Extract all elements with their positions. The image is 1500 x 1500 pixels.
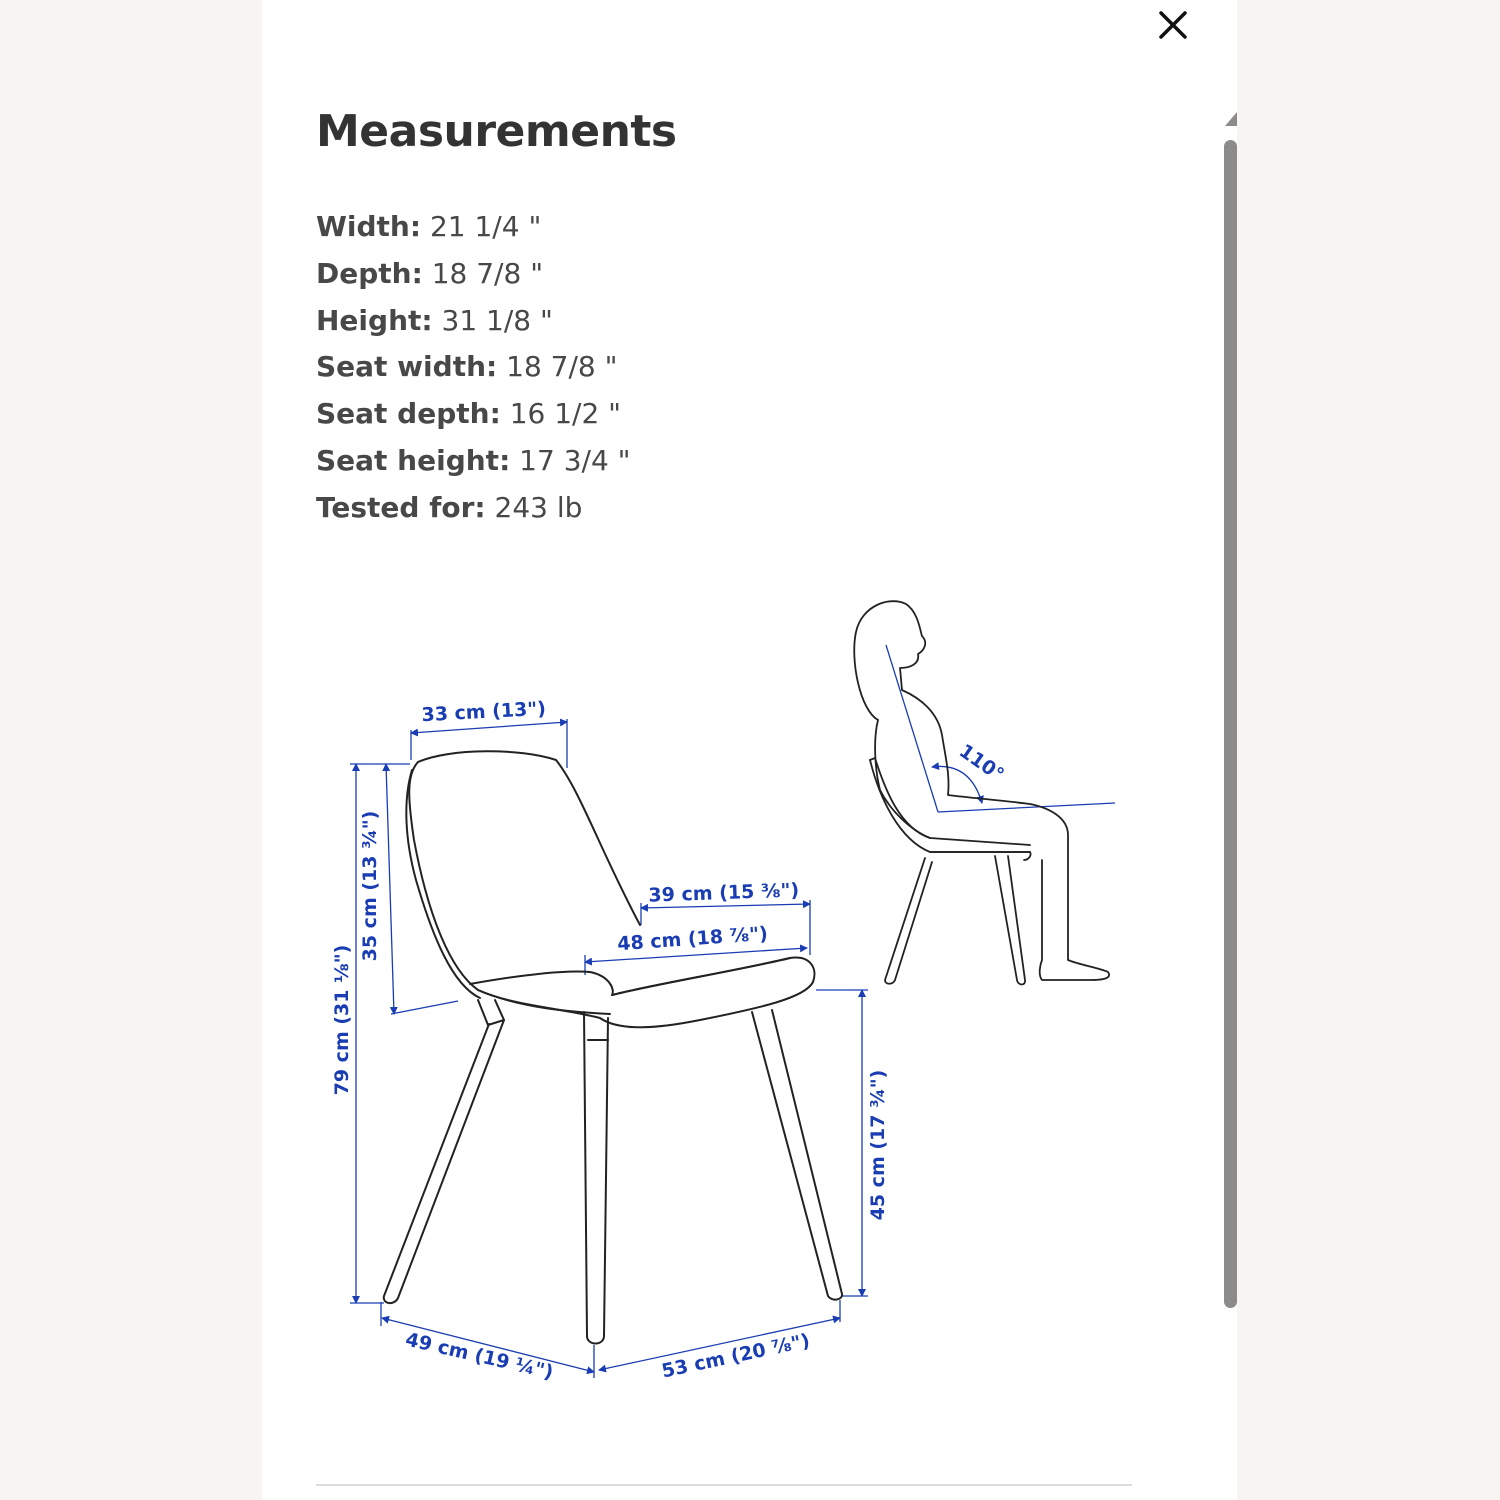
chair-drawing bbox=[384, 751, 842, 1343]
seated-person-drawing bbox=[854, 601, 1109, 984]
dimension-overall-width: 49 cm (19 ¼") bbox=[403, 1328, 556, 1384]
measurement-value: 16 1/2 " bbox=[509, 397, 622, 431]
measurement-label: Height: bbox=[316, 303, 433, 337]
divider bbox=[316, 1484, 1132, 1486]
measurement-label: Seat height: bbox=[316, 443, 511, 477]
measurement-value: 31 1/8 " bbox=[441, 303, 553, 337]
dimension-seat-width: 48 cm (18 ⅞") bbox=[616, 922, 769, 956]
dimension-backrest-width: 33 cm (13") bbox=[420, 697, 547, 727]
dimension-recline-angle: 110° bbox=[954, 739, 1008, 787]
measurement-label: Seat width: bbox=[316, 350, 498, 384]
measurement-value: 17 3/4 " bbox=[519, 443, 631, 477]
measurement-value: 18 7/8 " bbox=[431, 256, 544, 290]
modal-title: Measurements bbox=[316, 106, 677, 157]
measurement-value: 243 lb bbox=[494, 490, 583, 524]
dimension-seat-depth: 39 cm (15 ⅜") bbox=[648, 879, 800, 907]
dimension-seat-height: 45 cm (17 ¾") bbox=[867, 1069, 889, 1221]
measurement-label: Width: bbox=[316, 210, 422, 243]
measurement-value: 21 1/4 " bbox=[429, 210, 542, 243]
dimension-total-height: 79 cm (31 ⅛") bbox=[331, 944, 353, 1096]
measurement-value: 18 7/8 " bbox=[506, 350, 618, 384]
measurement-label: Seat depth: bbox=[316, 397, 501, 431]
measurement-label: Tested for: bbox=[316, 490, 486, 524]
measurement-label: Depth: bbox=[316, 256, 423, 290]
dimension-backrest-height: 35 cm (13 ¾") bbox=[359, 810, 381, 962]
dimension-overall-depth: 53 cm (20 ⅞") bbox=[659, 1329, 812, 1383]
